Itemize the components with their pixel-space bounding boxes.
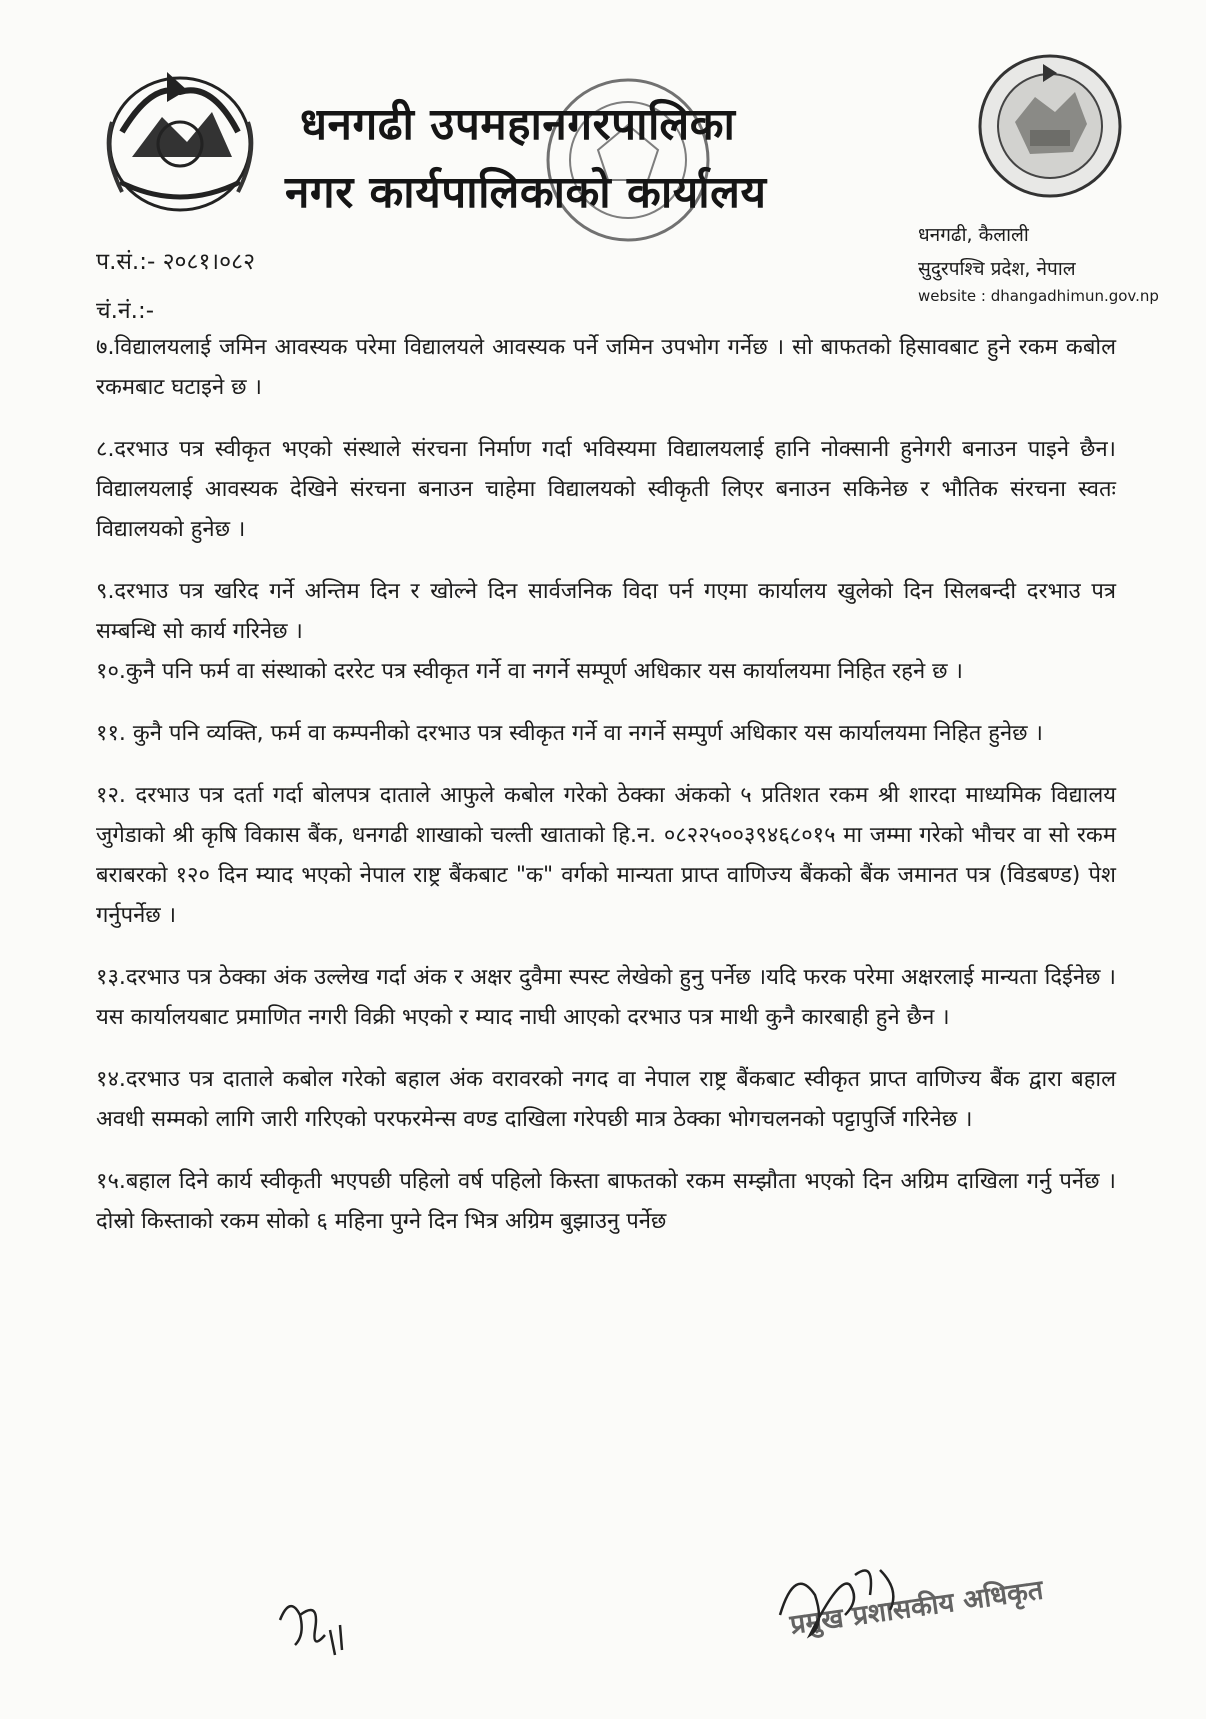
clause-14: १४.दरभाउ पत्र दाताले कबोल गरेको बहाल अंक वरावरको नगद वा नेपाल राष्ट्र बैंकबाट स्वीकृत प्राप्त वाणिज्य बैंक द्वारा बहाल अवधी सम्मको लागि जारी गरिएको परफरमेन्स वण्ड दाखिला गरेपछी मात्र ठेक्का भोगचलनको पट्टापुर्जि गरिनेछ । (96, 1067, 1116, 1132)
clause-8: ८.दरभाउ पत्र स्वीकृत भएको संस्थाले संरचना निर्माण गर्दा भविस्यमा विद्यालयलाई हानि नोक्सानी हुनेगरी बनाउन पाइने छैन। विद्यालयलाई आवस्यक देखिने संरचना बनाउन चाहेमा विद्यालयको स्वीकृती लिएर बनाउन सकिनेछ र भौतिक संरचना स्वतः विद्यालयको हुनेछ । (96, 437, 1116, 542)
document-body (96, 328, 1116, 1264)
clause-12: १२. दरभाउ पत्र दर्ता गर्दा बोलपत्र दाताले आफुले कबोल गरेको ठेक्का अंकको ५ प्रतिशत रकम श्री शारदा माध्यमिक विद्यालय जुगेडाको श्री कृषि विकास बैंक, धनगढी शाखाको चल्ती खाताको हि.न. ०८२२५००३९४६८०१५ मा जम्मा गरेको भौचर वा सो रकम बराबरको १२० दिन म्याद भएको नेपाल राष्ट्र बैंकबाट "क" वर्गको मान्यता प्राप्त वाणिज्य बैंकको बैंक जमानत पत्र (विडबण्ड) पेश गर्नुपर्नेछ । (96, 783, 1116, 928)
org-name: धनगढी उपमहानगरपालिका (300, 99, 736, 150)
address-line-province: सुदुरपश्चि प्रदेश, नेपाल (918, 258, 1076, 280)
clause-11: ११. कुनै पनि व्यक्ति, फर्म वा कम्पनीको दरभाउ पत्र स्वीकृत गर्ने वा नगर्ने सम्पुर्ण अधिकार यस कार्यालयमा निहित हुनेछ । (96, 721, 1043, 746)
clause-10: १०.कुनै पनि फर्म वा संस्थाको दररेट पत्र स्वीकृत गर्ने वा नगर्ने सम्पूर्ण अधिकार यस कार्यालयमा निहित रहने छ । (96, 659, 963, 684)
municipal-seal-icon (975, 52, 1125, 200)
clause-15: १५.बहाल दिने कार्य स्वीकृती भएपछी पहिलो वर्ष पहिलो किस्ता बाफतको रकम सम्झौता भएको दिन अग्रिम दाखिला गर्नु पर्नेछ ।दोस्रो किस्ताको रकम सोको ६ महिना पुग्ने दिन भित्र अग्रिम बुझाउनु पर्नेछ (96, 1169, 1116, 1234)
officer-title-stamp: प्रमुख प्रशासकीय अधिकृत (788, 1574, 1046, 1641)
government-emblem-icon (92, 62, 268, 222)
reference-number: प.सं.:- २०८१।०८२ (96, 249, 256, 275)
clause-13: १३.दरभाउ पत्र ठेक्का अंक उल्लेख गर्दा अंक र अक्षर दुवैमा स्पस्ट लेखेको हुनु पर्नेछ ।यदि फरक परेमा अक्षरलाई मान्यता दिईनेछ । यस कार्यालयबाट प्रमाणित नगरी विक्री भएको र म्याद नाघी आएको दरभाउ पत्र माथी कुनै कारबाही हुने छैन । (96, 965, 1116, 1030)
dispatch-number: चं.नं.:- (96, 298, 155, 324)
website-link[interactable]: website : dhangadhimun.gov.np (918, 287, 1159, 305)
clause-7: ७.विद्यालयलाई जमिन आवस्यक परेमा विद्यालयले आवस्यक पर्ने जमिन उपभोग गर्नेछ । सो बाफतको हिसावबाट हुने रकम कबोल रकमबाट घटाइने छ । (96, 335, 1116, 400)
office-address (918, 218, 1168, 306)
clause-9: ९.दरभाउ पत्र खरिद गर्ने अन्तिम दिन र खोल्ने दिन सार्वजनिक विदा पर्न गएमा कार्यालय खुलेको दिन सिलबन्दी दरभाउ पत्र सम्बन्धि सो कार्य गरिनेछ । (96, 579, 1116, 644)
office-name: नगर कार्यपालिकाको कार्यालय (285, 167, 767, 218)
address-line-district: धनगढी, कैलाली (918, 224, 1029, 246)
handwritten-signature-left-icon (270, 1590, 370, 1660)
